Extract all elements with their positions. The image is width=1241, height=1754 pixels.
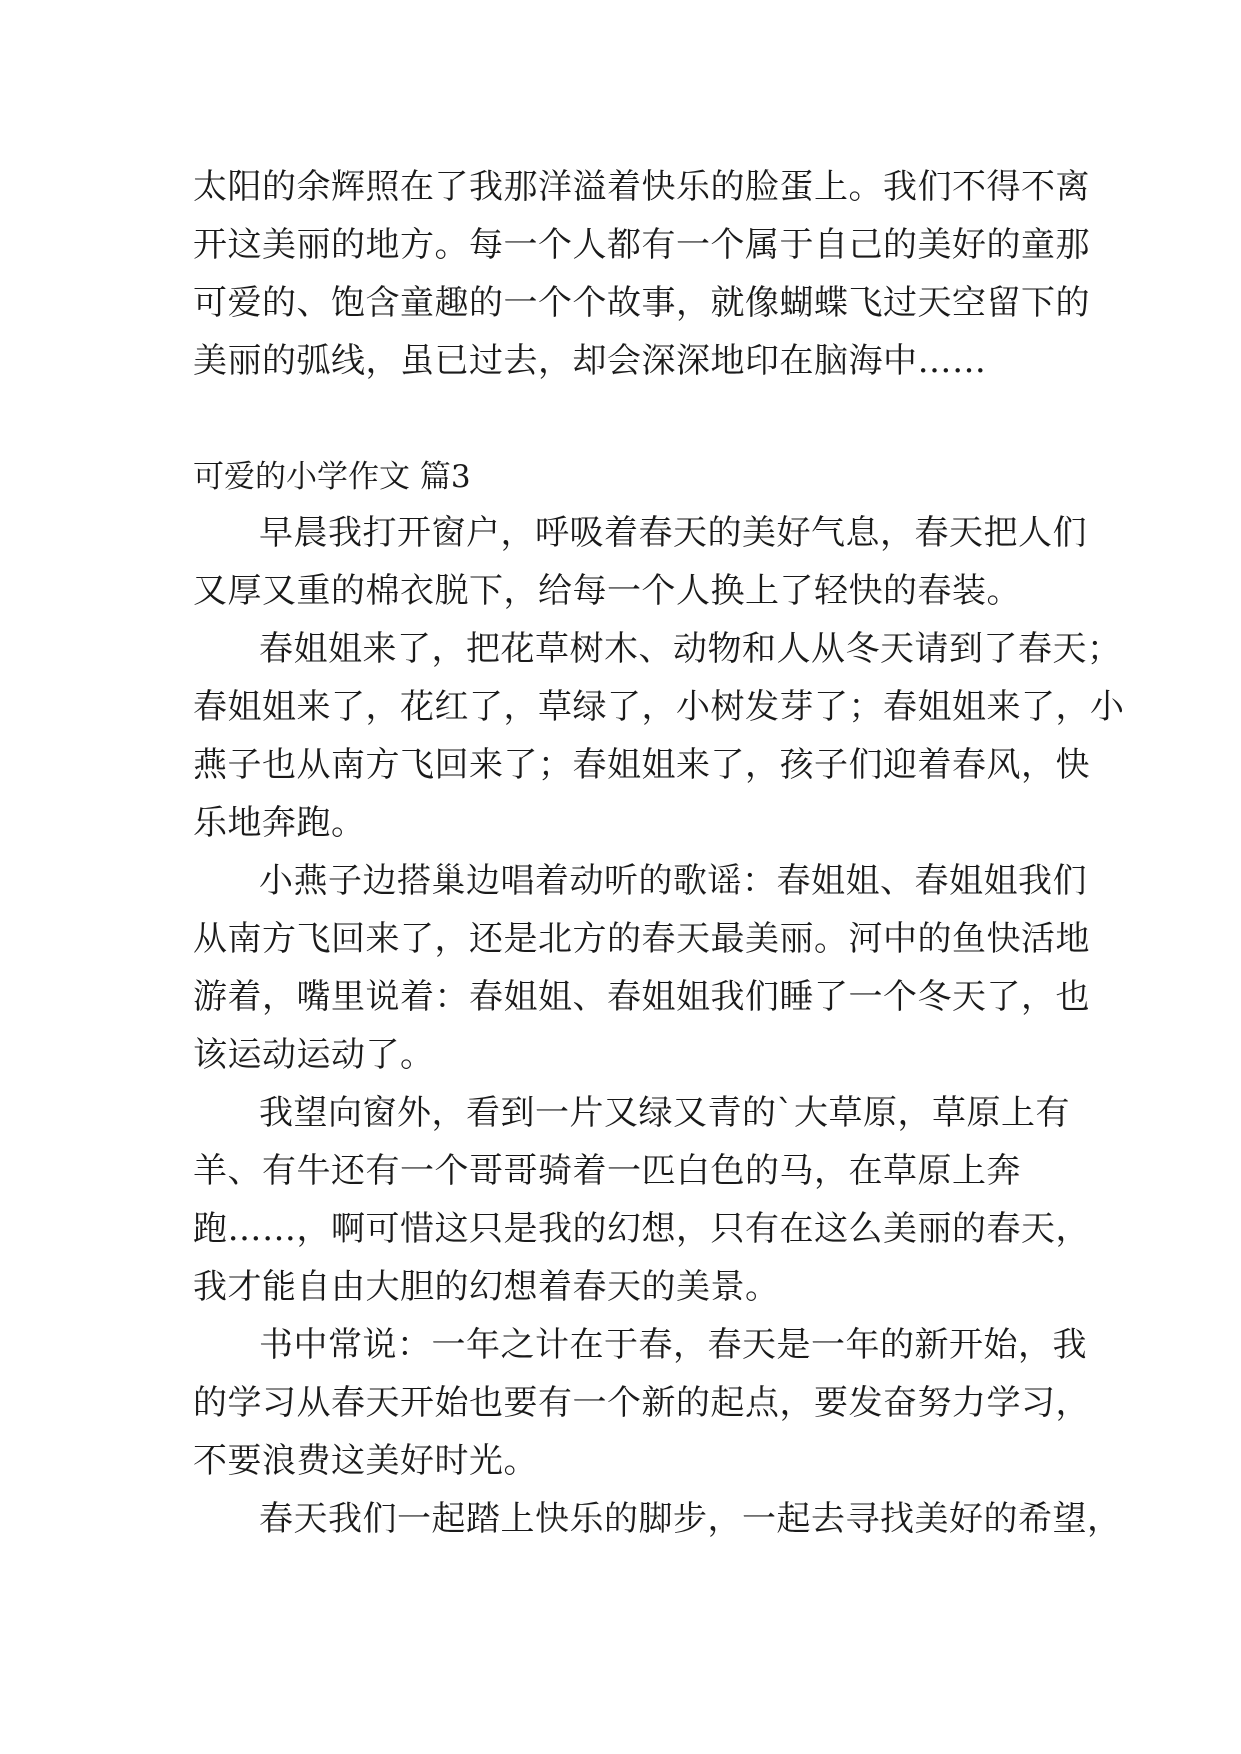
intro-paragraph <box>193 158 1090 390</box>
text-line: 可爱的、饱含童趣的一个个故事，就像蝴蝶飞过天空留下的 <box>193 283 1090 323</box>
paragraph-first-line: 早晨我打开窗户，呼吸着春天的美好气息，春天把人们 <box>259 513 1087 553</box>
text-line: 乐地奔跑。 <box>193 803 366 843</box>
text-line: 春姐姐来了，花红了，草绿了，小树发芽了；春姐姐来了，小 <box>193 687 1125 727</box>
paragraph-first-line: 书中常说：一年之计在于春，春天是一年的新开始，我 <box>259 1325 1087 1365</box>
text-line: 跑……，啊可惜这只是我的幻想，只有在这么美丽的春天， <box>193 1209 1090 1249</box>
text-line: 不要浪费这美好时光。 <box>193 1441 538 1481</box>
text-line: 燕子也从南方飞回来了；春姐姐来了，孩子们迎着春风，快 <box>193 745 1090 785</box>
paragraph-first-line: 春姐姐来了，把花草树木、动物和人从冬天请到了春天； <box>259 629 1122 669</box>
section-title: 可爱的小学作文 篇3 <box>193 459 471 495</box>
paragraph-first-line: 春天我们一起踏上快乐的脚步，一起去寻找美好的希望， <box>259 1499 1122 1539</box>
text-line: 的学习从春天开始也要有一个新的起点，要发奋努力学习， <box>193 1383 1090 1423</box>
article-body <box>193 504 1125 1548</box>
paragraph-first-line: 小燕子边搭巢边唱着动听的歌谣：春姐姐、春姐姐我们 <box>259 861 1087 901</box>
text-line: 美丽的弧线，虽已过去，却会深深地印在脑海中…… <box>193 341 987 381</box>
text-line: 又厚又重的棉衣脱下，给每一个人换上了轻快的春装。 <box>193 571 1021 611</box>
text-line: 游着，嘴里说着：春姐姐、春姐姐我们睡了一个冬天了，也 <box>193 977 1090 1017</box>
text-line: 该运动运动了。 <box>193 1035 435 1075</box>
text-line: 我才能自由大胆的幻想着春天的美景。 <box>193 1267 780 1307</box>
text-line: 太阳的余辉照在了我那洋溢着快乐的脸蛋上。我们不得不离 <box>193 167 1090 207</box>
paragraph-first-line: 我望向窗外，看到一片又绿又青的`大草原，草原上有 <box>259 1093 1070 1133</box>
text-line: 从南方飞回来了，还是北方的春天最美丽。河中的鱼快活地 <box>193 919 1090 959</box>
text-line: 羊、有牛还有一个哥哥骑着一匹白色的马，在草原上奔 <box>193 1151 1021 1191</box>
text-line: 开这美丽的地方。每一个人都有一个属于自己的美好的童那 <box>193 225 1090 265</box>
